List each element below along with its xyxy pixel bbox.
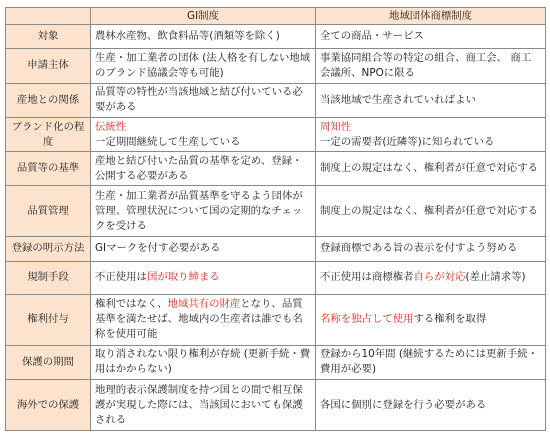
cell-text: 当該地域で生産されていればよい xyxy=(320,93,476,106)
highlighted-text: 地域共有の財産 xyxy=(167,298,241,311)
table-row xyxy=(6,237,546,261)
cell-text: 全ての商品・サービス xyxy=(320,30,424,43)
highlighted-text: 自らが対応 xyxy=(413,271,466,284)
cell-text: 不正使用は商標権者 xyxy=(320,271,414,284)
cell-text: 登録商標である旨の表示を付すよう努める xyxy=(320,242,518,255)
table-row xyxy=(6,294,546,345)
cell-text: 産地と結び付いた品質の基準を定め、登録・公開する必要がある xyxy=(95,154,303,182)
cell-text: 各国に個別に登録を行う必要がある xyxy=(320,398,487,411)
cell-text: 生産・加工業者の団体 (法人格を有しない地域のブランド協議会等も可能) xyxy=(95,51,311,79)
gi-cell xyxy=(91,186,316,237)
trademark-cell xyxy=(316,380,546,431)
comparison-table xyxy=(5,7,546,431)
cell-text: 品質等の特性が当該地域と結び付いている必要がある xyxy=(95,86,303,114)
gi-cell xyxy=(91,49,316,83)
cell-text: 登録から10年間 (継続するためには更新手続・費用が必要) xyxy=(320,348,538,376)
trademark-cell xyxy=(316,237,546,261)
row-label: 海外での保護 xyxy=(6,380,91,431)
cell-text: 一定期間継続して生産している xyxy=(95,135,241,148)
row-label: 登録の明示方法 xyxy=(6,237,91,261)
gi-cell xyxy=(91,294,316,345)
gi-cell xyxy=(91,25,316,49)
row-label: ブランド化の程度 xyxy=(6,117,91,151)
row-label: 品質管理 xyxy=(6,186,91,237)
header-gi: GI制度 xyxy=(91,8,316,25)
cell-text: 取り消されない限り権利が存続 (更新手続・費用はかからない) xyxy=(95,348,311,376)
cell-text: 制度上の規定はなく、権利者が任意で対応する xyxy=(320,162,538,175)
table-row xyxy=(6,380,546,431)
table-row xyxy=(6,83,546,117)
trademark-cell xyxy=(316,152,546,186)
row-label: 保護の期間 xyxy=(6,345,91,379)
cell-text: GIマークを付す必要がある xyxy=(95,242,221,255)
table-row xyxy=(6,49,546,83)
cell-text: 地理的表示保護制度を持つ国との間で相互保護が実現した際には、当該国においても保護される xyxy=(95,383,303,426)
trademark-cell xyxy=(316,49,546,83)
gi-cell xyxy=(91,261,316,294)
cell-text: 権利ではなく、 xyxy=(95,298,168,311)
row-label: 規制手段 xyxy=(6,261,91,294)
cell-text: 生産・加工業者が品質基準を守るよう団体が管理、管理状況について国の定期的なチェックを受ける xyxy=(95,189,303,232)
header-blank-cell xyxy=(6,8,91,25)
row-label: 申請主体 xyxy=(6,49,91,83)
trademark-cell xyxy=(316,83,546,117)
trademark-cell xyxy=(316,186,546,237)
table-row xyxy=(6,117,546,151)
trademark-cell xyxy=(316,294,546,345)
highlighted-text: 名称を独占して使用 xyxy=(320,313,414,326)
table-row xyxy=(6,25,546,49)
cell-text: 事業協同組合等の特定の組合、商工会、 商工会議所、NPOに限る xyxy=(320,51,532,79)
trademark-cell xyxy=(316,261,546,294)
cell-text: となり、品質基準を満たせば、地域内の生産者は誰でも名称を使用可能 xyxy=(95,298,303,341)
table-row xyxy=(6,261,546,294)
gi-cell xyxy=(91,345,316,379)
trademark-cell xyxy=(316,345,546,379)
header-trademark: 地域団体商標制度 xyxy=(316,8,546,25)
table-row xyxy=(6,345,546,379)
cell-text: (差止請求等) xyxy=(465,271,526,284)
row-label: 対象 xyxy=(6,25,91,49)
trademark-cell xyxy=(316,117,546,151)
gi-cell xyxy=(91,237,316,261)
table-row xyxy=(6,152,546,186)
cell-text: 制度上の規定はなく、権利者が任意で対応する xyxy=(320,204,538,217)
gi-cell xyxy=(91,152,316,186)
trademark-cell xyxy=(316,25,546,49)
gi-cell xyxy=(91,83,316,117)
highlighted-text: 周知性 xyxy=(320,120,352,133)
row-label: 品質等の基準 xyxy=(6,152,91,186)
highlighted-text: 伝統性 xyxy=(95,120,127,133)
row-label: 産地との関係 xyxy=(6,83,91,117)
header-row xyxy=(6,8,546,25)
cell-text: 不正使用は xyxy=(95,271,147,284)
row-label: 権利付与 xyxy=(6,294,91,345)
gi-cell xyxy=(91,380,316,431)
highlighted-text: 国が取り締まる xyxy=(146,271,220,284)
table-row xyxy=(6,186,546,237)
cell-text: する権利を取得 xyxy=(413,313,487,326)
cell-text: 農林水産物、飲食料品等(酒類等を除く) xyxy=(95,30,280,43)
cell-text: 一定の需要者(近隣等)に知られている xyxy=(320,135,495,148)
gi-cell xyxy=(91,117,316,151)
